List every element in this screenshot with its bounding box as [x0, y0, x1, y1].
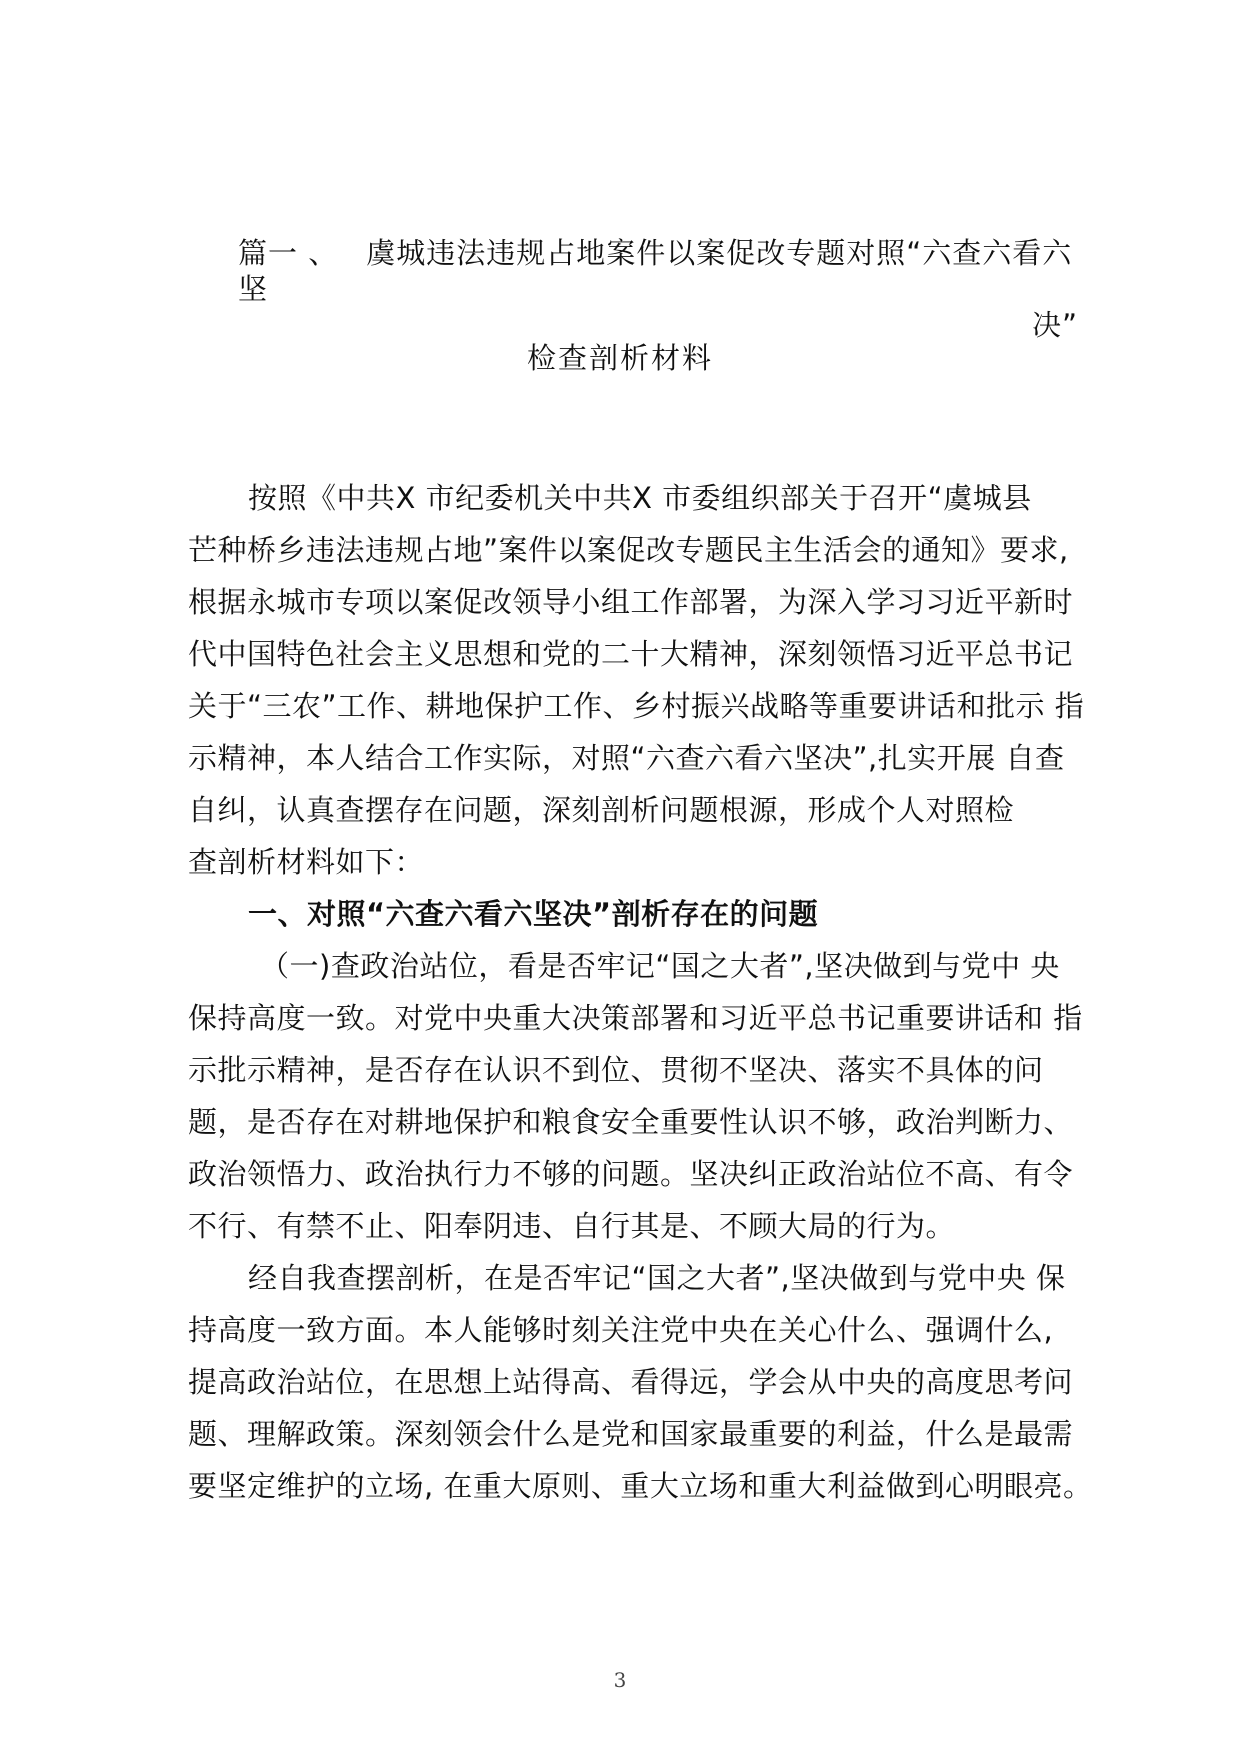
paragraph-line: 查剖析材料如下：: [188, 845, 425, 879]
paragraph-line: 关于“三农”工作、耕地保护工作、乡村振兴战略等重要讲话和批示 指: [188, 689, 1085, 723]
title-line-1: [238, 235, 1078, 307]
paragraph-line: 题、理解政策。深刻领会什么是党和国家最重要的利益，什么是最需: [188, 1417, 1074, 1451]
section-heading: 一、对照“六查六看六坚决”剖析存在的问题: [248, 897, 819, 931]
paragraph-line: 要坚定维护的立场, 在重大原则、重大立场和重大利益做到心明眼亮。: [188, 1469, 1093, 1503]
document-body: [188, 472, 1093, 1512]
paragraph-line: 题，是否存在对耕地保护和粮食安全重要性认识不够，政治判断力、: [188, 1105, 1074, 1139]
paragraph-line: 不行、有禁不止、阳奉阴违、自行其是、不顾大局的行为。: [188, 1209, 956, 1243]
paragraph-line: 根据永城市专项以案促改领导小组工作部署，为深入学习习近平新时: [188, 585, 1074, 619]
page-number: 3: [613, 1668, 627, 1692]
title-prefix: 篇一 、: [238, 236, 339, 270]
document-title: [238, 235, 1078, 343]
paragraph-line: 示批示精神，是否存在认识不到位、贯彻不坚决、落实不具体的问: [188, 1053, 1044, 1087]
paragraph-line: 保持高度一致。对党中央重大决策部署和习近平总书记重要讲话和 指: [188, 1001, 1083, 1035]
paragraph-line: 提高政治站位，在思想上站得高、看得远，学会从中央的高度思考问: [188, 1365, 1074, 1399]
document-subtitle: 检查剖析材料: [526, 341, 713, 375]
paragraph-line: 代中国特色社会主义思想和党的二十大精神，深刻领悟习近平总书记: [188, 637, 1074, 671]
title-main: 虞城违法违规占地案件以案促改专题对照“六查六看六坚: [238, 236, 1073, 306]
paragraph-line: （一)查政治站位，看是否牢记“国之大者”,坚决做到与党中 央: [260, 949, 1060, 983]
title-tail: 决”: [1031, 308, 1078, 342]
paragraph-line: 政治领悟力、政治执行力不够的问题。坚决纠正政治站位不高、有令: [188, 1157, 1074, 1191]
paragraph-line: 自纠，认真查摆存在问题，深刻剖析问题根源，形成个人对照检: [188, 793, 1015, 827]
paragraph-line: 示精神，本人结合工作实际，对照“六查六看六坚决”,扎实开展 自查: [188, 741, 1065, 775]
paragraph-line: 芒种桥乡违法违规占地”案件以案促改专题民主生活会的通知》要求,: [188, 533, 1069, 567]
paragraph-line: 经自我查摆剖析，在是否牢记“国之大者”,坚决做到与党中央 保: [248, 1261, 1066, 1295]
paragraph-line: 按照《中共X 市纪委机关中共X 市委组织部关于召开“虞城县: [248, 481, 1032, 515]
paragraph-line: 持高度一致方面。本人能够时刻关注党中央在关心什么、强调什么,: [188, 1313, 1054, 1347]
